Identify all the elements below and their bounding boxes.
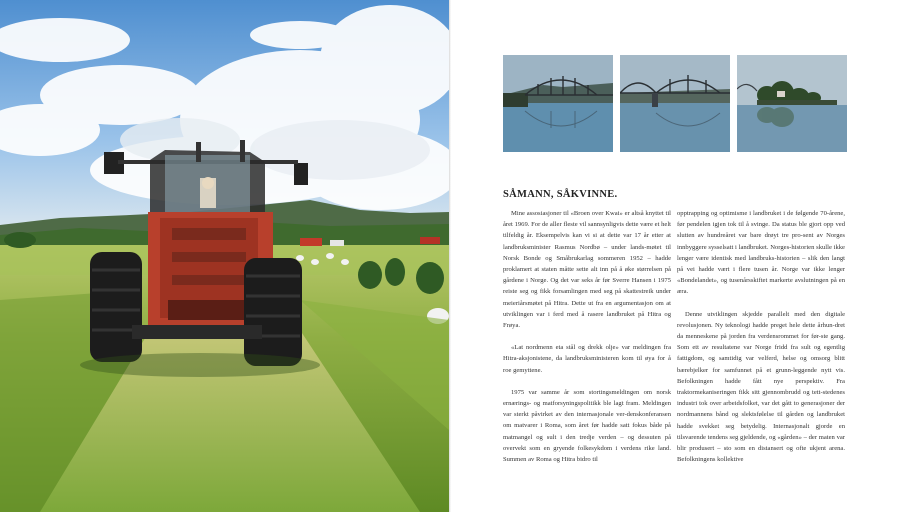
paragraph: Mine assosiasjoner til «Broen over Kwai» er altså knyttet til året 1969. For de aller fleste vil sannsynligvis dette være et helt tilfeldig år. Eksempelvis kan vi si at dette var 17 år etter at landbruksminister Rasmus Nordbø – under lands-møtet til Norsk Bonde og Småbrukarlag sommeren 1952 – hadde proklamert at staten måtte sette alt inn på å øke størrelsen på gårdene i Norge. Og det var seks år før Sverre Hansen i 1975 reiste seg og fikk forsamlingen med seg på skattestreik under meieriårsmøtet på Hitra. Dette ut fra en argumentasjon om at utviklingen var i ferd med å rasere landbruket på Hitra og Frøya. [503, 210, 671, 330]
bridge-photo-1 [503, 55, 613, 152]
bridge-photo-3 [737, 55, 847, 152]
paragraph: Denne utviklingen skjedde parallelt med den digitale revolusjonen. Ny teknologi hadde preget hele dette århun-dret da menneskene på jorden fra verdensrommet for før-ste gang. Som ett av resultatene var Norge fridd fra sult og egentlig fattigdom, og samtidig var velferd, helse og omsorg blitt bærebjelker for samfunnet på et grunn-leggende nytt vis. Befolkningen hadde fått nye perspektiv. Fra traktormekaniseringen fikk sitt gjennombrudd og tett-stedenes industri tok over arbeidsfolket, var det gått to generasjoner der nordmannens bånd og slektsfølelse til gården og landbruket hadde svekket seg betydelig. Internasjonalt gjorde en tilsvarende tendens seg gjeldende, og «gården» – der maten var blir produsert – sto som en distansert og ofte ukjent arena. Befolkningens kollektive [677, 310, 845, 464]
paragraph: «Lat nordmenn eta stål og drekk olje» var meldingen fra Hitra-aksjonistene, da landbruksministeren kom til øya for å roe gemyttene. [503, 344, 671, 374]
text-column-right [677, 208, 845, 476]
bridge-photo-2 [620, 55, 730, 152]
tractor-field-photo [0, 0, 449, 512]
text-column-left [503, 208, 671, 476]
chapter-heading: SÅMANN, SÅKVINNE. [503, 189, 618, 200]
paragraph: 1975 var samme år som stortingsmeldingen om norsk ernærings- og matforsyningspolitikk ble lagt fram. Meldingen var sterkt påvirket av den internasjonale ver-denskonferansen om matvarer i Roma, som året før hadde satt fokus både på matmangel og sult i den tredje verden – og dessuten på overvekt som en gryende folkesykdom i verdens rike land. Summen av Roma og Hitra bidro til [503, 388, 671, 464]
paragraph: opptrapping og optimisme i landbruket i de følgende 70-årene, før pendelen igjen tok til å svinge. Da status ble gjort opp ved slutten av hundreåret var bare drøyt tre pro-sent av Norges innbyggere sysselsatt i landbruket. Norges-historien skulle ikke lenger være identisk med landbruks-historien – slik den langt på vei hadde vært i flere tusen år. Norge var ikke lenger «Bondelandet», og tusenårsskiftet markerte avslutningen på en æra. [677, 210, 845, 296]
